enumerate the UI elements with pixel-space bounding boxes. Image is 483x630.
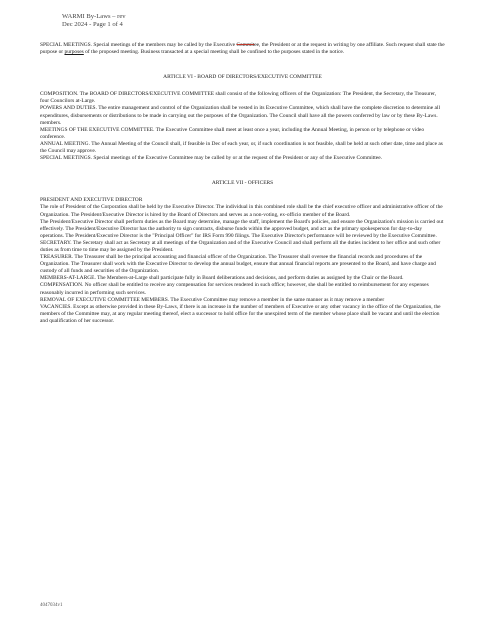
document-title: WARMI By-Laws – rev — [62, 13, 126, 20]
special-meetings-members: SPECIAL MEETINGS. Special meetings of the members may be called by the Executive Commitee, the President or at the request in writing by one affiliate. Such request shall state the purpose or purposes of the proposed meeting. Business transacted at a special meeting shall be confined to the purposes stated in the notice. — [40, 42, 445, 56]
composition-paragraph: COMPOSITION. The BOARD OF DIRECTORS/EXECUTIVE COMMITTEE shall consist of the following officers of the Organization: The President, the Secretary, the Treasurer, four Councilors at-Large. — [40, 91, 437, 105]
article-vii-heading: ARTICLE VII - OFFICERS — [211, 180, 274, 187]
page-date-number: Dec 2024 - Page 1 of 4 — [62, 21, 123, 29]
secretary-paragraph: SECRETARY. The Secretary shall act as Secretary at all meetings of the Organization and of the Executive Council and shall perform all the duties incident to her office and such other duties as from time to time may be assigned by the President. — [40, 239, 441, 253]
tracked-deletion: Commit — [236, 42, 255, 48]
exec-special-meetings-paragraph: SPECIAL MEETINGS. Special meetings of the Executive Committee may be called by or at the request of the President or any of the Executive Committee. — [40, 155, 382, 162]
president-paragraph: The role of President of the Corporation shall be held by the Executive Director. The individual in this combined role shall be the chief executive officer and administrative officer of the Organization. The President/Executive Director is hired by the Board of Directors and serves as a non-voting, ex-officio member of the Board. — [40, 204, 443, 218]
members-line: members. — [40, 119, 62, 126]
vacancies-paragraph: VACANCIES. Except as otherwise provided in these By-Laws, if there is an increase in the number of members of Executive or any other vacancy in the office of the Organization, the members of the Committee may, at any regular meeting thereof, elect a successor to hold office for the unexpired term of the member whose place shall be vacant and until the election and qualification of her successor. — [40, 303, 441, 324]
annual-meeting-paragraph: ANNUAL MEETING. The Annual Meeting of the Council shall, if feasible in Dec of each year, or, if such coordination is not feasible, shall be held at such other date, time and place as the Council may approve. — [40, 140, 443, 155]
document-id-footer: 4047034v1 — [40, 603, 63, 608]
tracked-insertion: purposes — [64, 49, 84, 56]
compensation-paragraph: COMPENSATION. No officer shall be entitled to receive any compensation for services rendered in such office; however, she shall be entitled to reimbursement for any expenses reasonably incurred in performing such services. — [40, 282, 429, 296]
president-duties-paragraph: The President/Executive Director shall perform duties as the Board may determine, manage the staff, implement the Board's policies, and ensure the Organization's mission is carried out effectively. The President/Executive Director has the authority to sign contracts, disburse funds within the approved budget, and act as the primary spokesperson for day-to-day operations. The President/Executive Director is the "Principal Officer" for IRS Form 990 filings. The Executive Director's performance will be reviewed by the Executive Committee. — [40, 218, 444, 239]
president-subheading: PRESIDENT AND EXECUTIVE DIRECTOR — [40, 197, 143, 204]
document-body — [40, 42, 445, 325]
page-header — [62, 13, 126, 29]
article-vi-heading: ARTICLE VI - BOARD OF DIRECTORS/EXECUTIVE COMMITTEE — [163, 74, 322, 81]
members-at-large-paragraph: MEMBERS-AT-LARGE. The Members-at-Large shall participate fully in Board deliberations and decisions, and perform duties as assigned by the Chair or the Board. — [40, 275, 404, 282]
treasurer-paragraph: TREASURER. The Treasurer shall be the principal accounting and financial officer of the Organization. The Treasurer shall oversee the financial records and procedures of the Organization. The Treasurer shall work with the Executive Director to develop the annual budget, ensure that annual financial reports are presented to the Board, and have charge and custody of all funds and securities of the Organization. — [40, 254, 436, 275]
exec-committee-meetings-paragraph: MEETINGS OF THE EXECUTIVE COMMITTEE. The Executive Committee shall meet at least once a year, including the Annual Meeting, in person or by telephone or video conference. — [40, 126, 425, 140]
removal-paragraph: REMOVAL OF EXECUTIVE COMMITTEE MEMBERS. The Executive Committee may remove a member in the same manner as it may remove a member — [40, 296, 385, 303]
powers-duties-paragraph: POWERS AND DUTIES. The entire management and control of the Organization shall be vested in its Executive Committee, which shall have the complete discretion to determine all expenditures, disbursements or distributions to be made in carrying out the purposes of the Organization. The Council shall have all the powers conferred by law or by these By-Laws. — [40, 105, 440, 119]
